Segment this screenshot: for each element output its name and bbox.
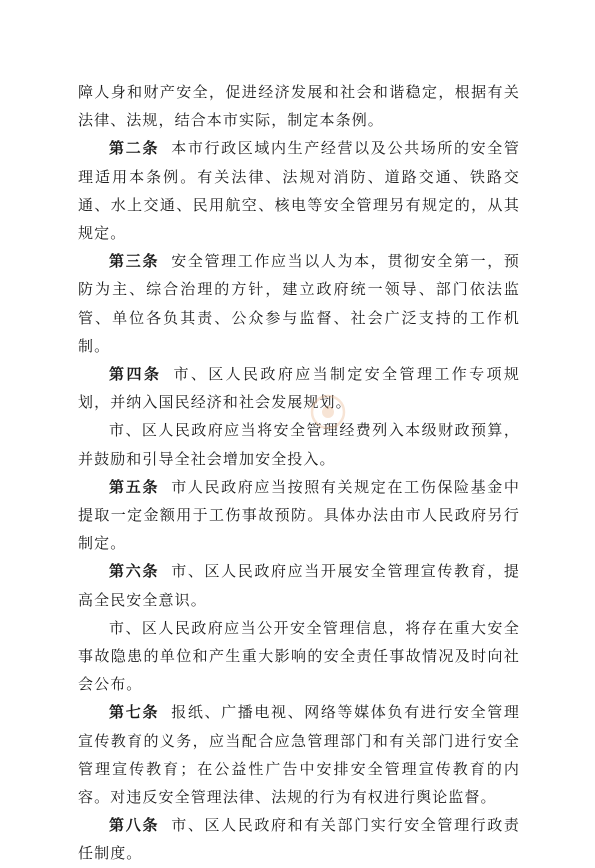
article-4-sub-paragraph <box>78 416 520 472</box>
article-5-paragraph <box>78 473 520 558</box>
article-7-paragraph <box>78 698 520 811</box>
paragraph-text: 安全管理工作应当以人为本，贯彻安全第一，预防为主、综合治理的方针，建立政府统一领导、部门依法监管、单位各负其责、公众参与监督、社会广泛支持的工作机制。 <box>78 252 520 355</box>
article-heading: 第三条 <box>109 252 160 271</box>
article-heading: 第二条 <box>109 139 160 158</box>
article-6-sub-paragraph <box>78 614 520 699</box>
article-heading: 第六条 <box>109 562 160 581</box>
article-4-paragraph <box>78 360 520 416</box>
paragraph-text: 市、区人民政府应当将安全管理经费列入本级财政预算，并鼓励和引导全社会增加安全投入。 <box>78 421 520 468</box>
paragraph-text: 市、区人民政府应当制定安全管理工作专项规划，并纳入国民经济和社会发展规划。 <box>78 365 520 412</box>
document-page <box>78 78 520 868</box>
paragraph-text: 本市行政区域内生产经营以及公共场所的安全管理适用本条例。有关法律、法规对消防、道路交通、铁路交通、水上交通、民用航空、核电等安全管理另有规定的，从其规定。 <box>78 139 520 243</box>
paragraph-text: 报纸、广播电视、网络等媒体负有进行安全管理宣传教育的义务，应当配合应急管理部门和有关部门进行安全管理宣传教育；在公益性广告中安排安全管理宣传教育的内容。对违反安全管理法律、法规的行为有权进行舆论监督。 <box>78 703 520 807</box>
paragraph-text: 市、区人民政府应当公开安全管理信息，将存在重大安全事故隐患的单位和产生重大影响的安全责任事故情况及时向社会公布。 <box>78 618 520 694</box>
paragraph-text: 市、区人民政府应当开展安全管理宣传教育，提高全民安全意识。 <box>78 562 520 609</box>
article-heading: 第七条 <box>109 703 160 722</box>
article-2-paragraph <box>78 134 520 247</box>
paragraph-text: 障人身和财产安全，促进经济发展和社会和谐稳定，根据有关法律、法规，结合本市实际，制定本条例。 <box>78 83 520 130</box>
paragraph-text: 市、区人民政府和有关部门实行安全管理行政责任制度。 <box>78 816 520 863</box>
article-heading: 第五条 <box>109 477 160 496</box>
paragraph-text: 市人民政府应当按照有关规定在工伤保险基金中提取一定金额用于工伤事故预防。具体办法由市人民政府另行制定。 <box>78 477 520 553</box>
article-3-paragraph <box>78 247 520 360</box>
article-8-paragraph <box>78 811 520 867</box>
article-heading: 第四条 <box>109 365 162 384</box>
article-6-paragraph <box>78 557 520 613</box>
article-heading: 第八条 <box>109 816 160 835</box>
paragraph-1 <box>78 78 520 134</box>
